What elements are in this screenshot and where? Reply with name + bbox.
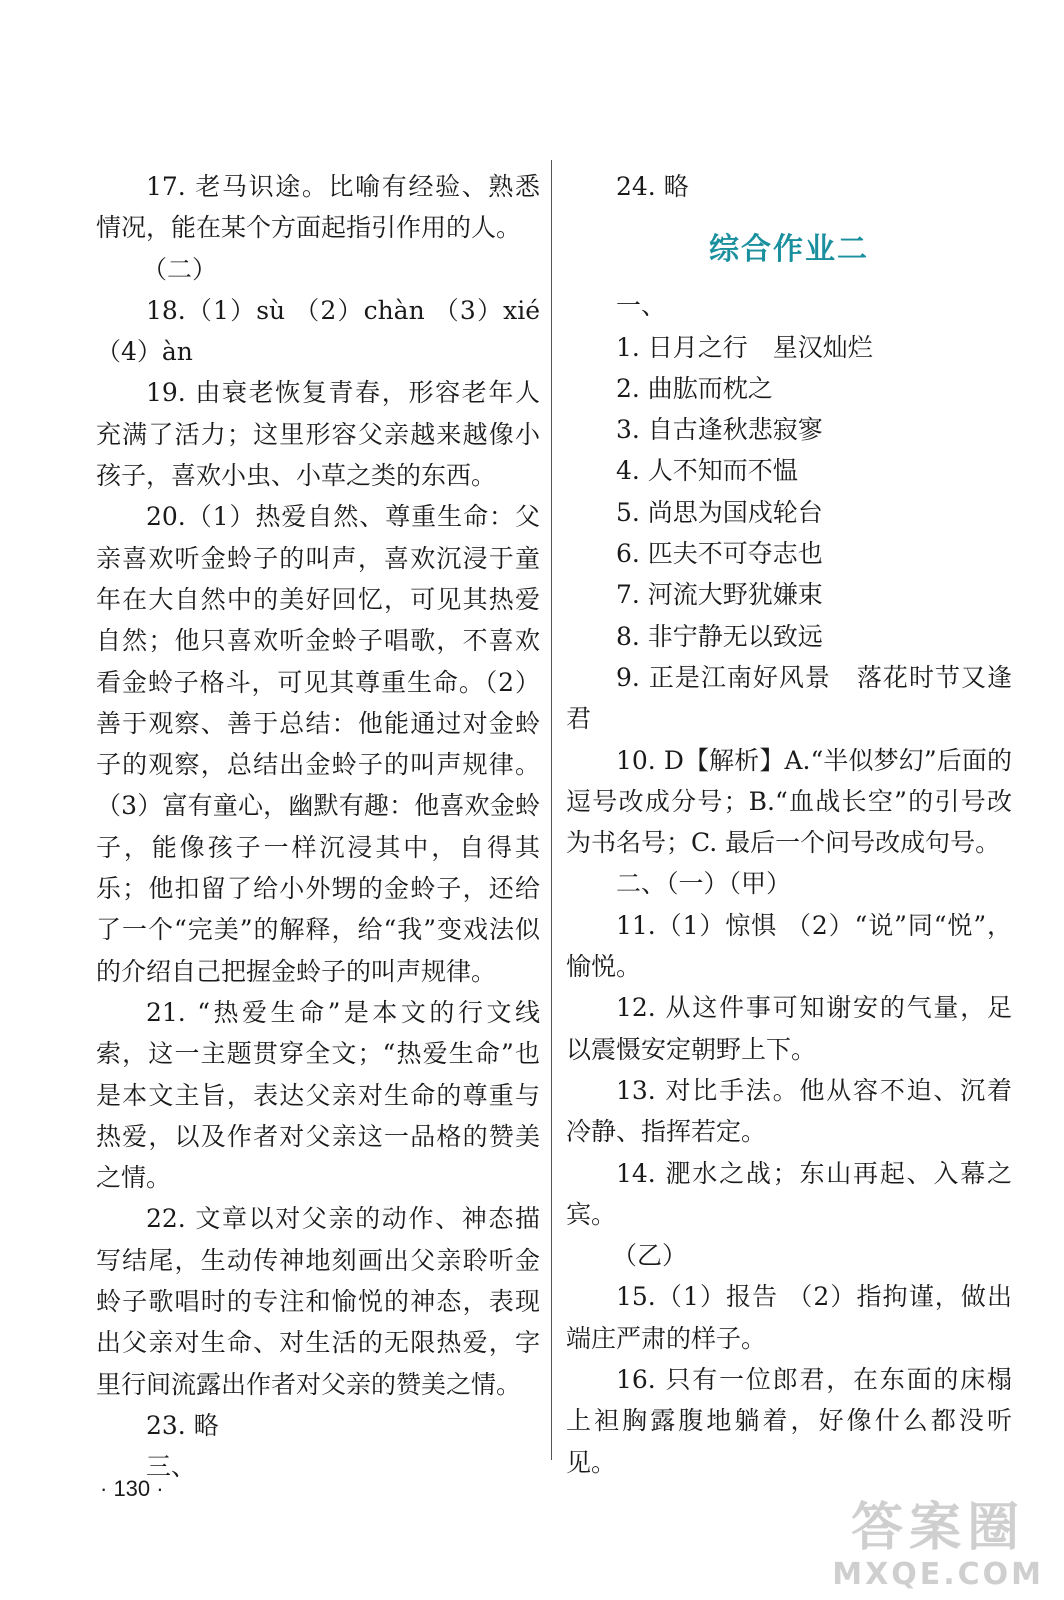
answer-2: 2. 曲肱而枕之 [616,373,773,403]
watermark-logo-text: 答案圈 [851,1498,1026,1558]
answer-10: 10. D【解析】A.“半似梦幻”后面的逗号改成分号；B.“血战长空”的引号改为书名号；C. 最后一个问号改成句号。 [566,745,1012,858]
page-number: · 130 · [100,1476,164,1501]
answer-9: 9. 正是江南好风景 落花时节又逢君 [566,662,1012,734]
answer-5: 5. 尚思为国戍轮台 [616,497,823,527]
section-title: 综合作业二 [709,232,869,268]
answer-16: 16. 只有一位郎君，在东面的床榻上袒胸露腹地躺着，好像什么都没听见。 [566,1365,1012,1477]
answer-12: 12. 从这件事可知谢安的气量，足以震慑安定朝野上下。 [566,993,1012,1064]
left-column [96,166,540,1488]
part-2: 二、（一）（甲） [616,869,792,899]
answer-1: 1. 日月之行 星汉灿烂 [616,332,873,362]
answer-7: 7. 河流大野犹嫌束 [616,580,823,610]
answer-24: 24. 略 [616,172,689,201]
answer-8: 8. 非宁静无以致远 [616,621,823,651]
answer-18: 18.（1）sù （2）chàn （3）xié （4）àn [96,295,540,367]
answer-13: 13. 对比手法。他从容不迫、沉着冷静、指挥若定。 [566,1075,1012,1147]
answer-23: 23. 略 [146,1410,219,1440]
column-divider [551,160,552,1460]
answer-19: 19. 由衰老恢复青春，形容老年人充满了活力；这里形容父亲越来越像小孩子，喜欢小虫、小草之类的东西。 [96,378,540,491]
answer-3: 3. 自古逢秋悲寂寥 [616,415,823,445]
answer-21: 21. “热爱生命”是本文的行文线索，这一主题贯穿全文；“热爱生命”也是本文主旨，表达父亲对生命的尊重与热爱，以及作者对父亲这一品格的赞美之情。 [96,997,540,1193]
answer-15: 15.（1）报告 （2）指拘谨，做出端庄严肃的样子。 [566,1282,1012,1353]
part-1: 一、 [616,291,667,321]
section-b: （乙） [612,1241,688,1271]
watermark [832,1498,1044,1592]
right-column [566,166,1012,1483]
answer-11: 11.（1）惊惧 （2）“说”同“悦”，愉悦。 [566,910,1012,982]
section-2: （二） [142,254,218,284]
answer-17: 17. 老马识途。比喻有经验、熟悉情况，能在某个方面起指引作用的人。 [96,172,540,243]
answer-20: 20.（1）热爱自然、尊重生命：父亲喜欢听金蛉子的叫声，喜欢沉浸于童年在大自然中的美好回忆，可见其热爱自然；他只喜欢听金蛉子唱歌，不喜欢看金蛉子格斗，可见其尊重生命。（2）善于观察、善于总结：他能通过对金蛉子的观察，总结出金蛉子的叫声规律。（3）富有童心，幽默有趣：他喜欢金蛉子，能像孩子一样沉浸其中，自得其乐；他扣留了给小外甥的金蛉子，还给了一个“完美”的解释，给“我”变戏法似的介绍自己把握金蛉子的叫声规律。 [96,502,540,986]
watermark-url: MXQE.COM [832,1557,1044,1592]
answer-6: 6. 匹夫不可夺志也 [616,539,823,569]
answer-4: 4. 人不知而不愠 [616,456,798,486]
answer-22: 22. 文章以对父亲的动作、神态描写结尾，生动传神地刻画出父亲聆听金蛉子歌唱时的专注和愉悦的神态，表现出父亲对生命、对生活的无限热爱，字里行间流露出作者对父亲的赞美之情。 [96,1204,540,1399]
section-3: 三、 [146,1452,197,1482]
answer-14: 14. 淝水之战；东山再起、入幕之宾。 [566,1158,1012,1229]
